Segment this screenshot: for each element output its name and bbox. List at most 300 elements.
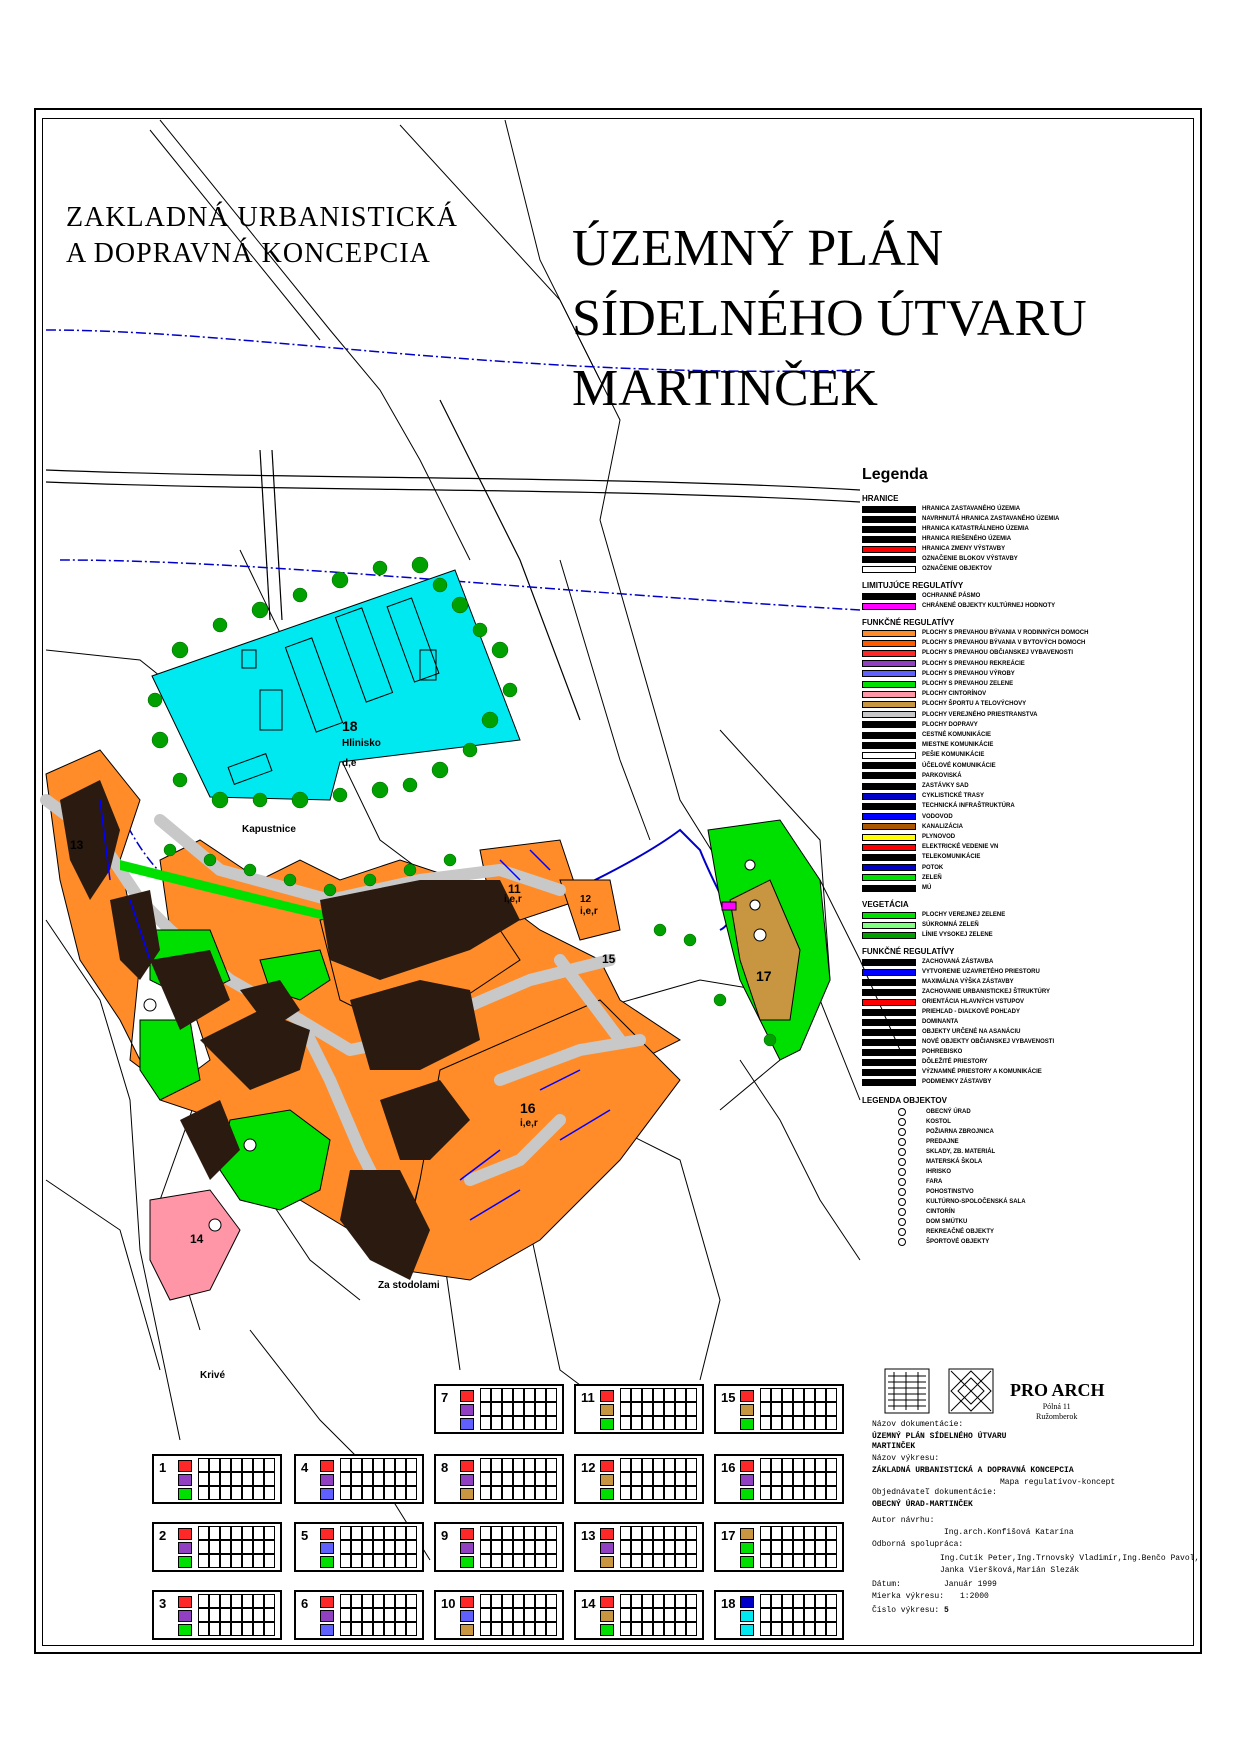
legend-row [862, 988, 1050, 996]
regulation-color-swatch [740, 1556, 754, 1568]
regulation-cell [793, 1608, 804, 1622]
regulation-cell [620, 1388, 631, 1402]
regulation-color-swatch [600, 1474, 614, 1486]
regulation-cell [209, 1486, 220, 1500]
regulation-table-18 [714, 1590, 844, 1640]
legend-label: HRANICA ZASTAVANÉHO ÚZEMIA [922, 506, 1021, 512]
regulation-cell [782, 1402, 793, 1416]
legend-object-row [898, 1237, 989, 1246]
regulation-cell [351, 1458, 362, 1472]
regulation-cell [502, 1472, 513, 1486]
legend-label: LÍNIE VYSOKEJ ZELENE [922, 932, 993, 939]
regulation-cell [198, 1554, 209, 1568]
regulation-cell [242, 1472, 253, 1486]
legend-label: PLOCHY S PREVAHOU OBČIANSKEJ VYBAVENOSTI [922, 650, 1074, 657]
regulation-color-swatch [320, 1610, 334, 1622]
regulation-cell [502, 1608, 513, 1622]
legend-swatch [862, 989, 916, 996]
regulation-cell [642, 1594, 653, 1608]
regulation-cell [760, 1540, 771, 1554]
document-name-line-1: ÚZEMNÝ PLÁN SÍDELNÉHO ÚTVARU [872, 1432, 1007, 1441]
legend-label: ÚČELOVÉ KOMUNIKÁCIE [922, 762, 996, 769]
legend-object-label: POŽIARNA ZBROJNICA [926, 1128, 994, 1135]
regulation-cell [631, 1594, 642, 1608]
drawing-name: ZÁKLADNÁ URBANISTICKÁ A DOPRAVNÁ KONCEPCIA [872, 1466, 1074, 1475]
regulation-cell [686, 1486, 697, 1500]
regulation-color-swatch [600, 1460, 614, 1472]
regulation-cell [546, 1554, 557, 1568]
regulation-cell [653, 1622, 664, 1636]
regulation-cell [253, 1472, 264, 1486]
regulation-color-swatch [178, 1488, 192, 1500]
legend-row [862, 751, 984, 759]
firm-address-line-2: Ružomberok [1036, 1412, 1078, 1421]
legend-title: Legenda [862, 466, 928, 483]
object-circle-icon [898, 1108, 906, 1116]
regulation-cell [513, 1416, 524, 1430]
legend-label: CHRÁNENÉ OBJEKTY KULTÚRNEJ HODNOTY [922, 603, 1056, 609]
regulation-cell [491, 1594, 502, 1608]
legend-swatch [862, 732, 916, 739]
regulation-cell [253, 1594, 264, 1608]
regulation-cell [771, 1472, 782, 1486]
legend-label: PLOCHY S PREVAHOU ZELENE [922, 681, 1014, 687]
legend-swatch [862, 681, 916, 688]
regulation-color-swatch [600, 1596, 614, 1608]
regulation-cell [384, 1458, 395, 1472]
legend-label: TELEKOMUNIKÁCIE [922, 854, 981, 861]
regulation-cell [231, 1472, 242, 1486]
legend-row [862, 1038, 1054, 1046]
scale-value: 1:2000 [960, 1592, 989, 1601]
zone-label-15: 15 [602, 952, 616, 966]
legend-swatch [862, 742, 916, 749]
regulation-cell [804, 1540, 815, 1554]
regulation-cell [242, 1622, 253, 1636]
regulation-cell [826, 1486, 837, 1500]
regulation-cell [406, 1594, 417, 1608]
regulation-table-number: 18 [721, 1596, 736, 1611]
regulation-cell [480, 1472, 491, 1486]
legend-object-row [898, 1147, 995, 1156]
zone-code-16: i,e,r [520, 1118, 538, 1129]
regulation-cell [642, 1388, 653, 1402]
legend-row [862, 649, 1073, 657]
regulation-cell [373, 1554, 384, 1568]
legend-swatch [862, 691, 916, 698]
regulation-cell [209, 1622, 220, 1636]
legend-swatch [862, 1079, 916, 1086]
regulation-cell [664, 1554, 675, 1568]
object-circle-icon [898, 1128, 906, 1136]
regulation-cell [535, 1402, 546, 1416]
legend-row [862, 978, 1014, 986]
regulation-cell [793, 1540, 804, 1554]
regulation-cell [253, 1486, 264, 1500]
regulation-cell [653, 1486, 664, 1500]
regulation-cell [209, 1540, 220, 1554]
regulation-color-swatch [460, 1542, 474, 1554]
regulation-cell [502, 1594, 513, 1608]
regulation-table-8 [434, 1454, 564, 1504]
label-date: Dátum: [872, 1580, 901, 1589]
regulation-cell [686, 1594, 697, 1608]
legend-swatch [862, 793, 916, 800]
regulation-cell [826, 1526, 837, 1540]
regulation-cell [502, 1458, 513, 1472]
regulation-grid [760, 1458, 840, 1500]
regulation-cell [231, 1458, 242, 1472]
regulation-cell [406, 1622, 417, 1636]
regulation-cell [480, 1458, 491, 1472]
legend-label: VYTVORENIE UZAVRETÉHO PRIESTORU [922, 969, 1040, 976]
legend-object-label: KULTÚRNO-SPOLOČENSKÁ SALA [926, 1198, 1026, 1205]
regulation-color-swatch [740, 1474, 754, 1486]
regulation-grid [198, 1458, 278, 1500]
legend-swatch [862, 922, 916, 929]
regulation-cell [760, 1622, 771, 1636]
regulation-color-swatch [320, 1474, 334, 1486]
regulation-cell [502, 1526, 513, 1540]
regulation-cell [771, 1608, 782, 1622]
regulation-cell [373, 1608, 384, 1622]
regulation-cell [535, 1458, 546, 1472]
regulation-cell [491, 1540, 502, 1554]
regulation-cell [373, 1594, 384, 1608]
regulation-table-15 [714, 1384, 844, 1434]
legend-swatch [862, 932, 916, 939]
legend-row [862, 639, 1085, 647]
label-scale: Mierka výkresu: [872, 1592, 945, 1601]
legend-row [862, 711, 1037, 719]
regulation-cell [535, 1526, 546, 1540]
regulation-cell [198, 1608, 209, 1622]
regulation-cell [373, 1622, 384, 1636]
object-circle-icon [898, 1188, 906, 1196]
regulation-cell [546, 1402, 557, 1416]
legend-swatch [862, 701, 916, 708]
legend-row [862, 823, 963, 831]
object-circle-icon [898, 1228, 906, 1236]
regulation-cell [642, 1402, 653, 1416]
regulation-table-number: 1 [159, 1460, 167, 1475]
regulation-cell [351, 1526, 362, 1540]
cultural-object-marker [722, 902, 736, 910]
regulation-cell [253, 1554, 264, 1568]
regulation-cell [373, 1540, 384, 1554]
legend-label: OCHRANNÉ PÁSMO [922, 593, 981, 599]
regulation-grid [480, 1458, 560, 1500]
regulation-cell [220, 1486, 231, 1500]
regulation-color-swatch [178, 1624, 192, 1636]
regulation-cell [804, 1458, 815, 1472]
regulation-cell [653, 1416, 664, 1430]
regulation-cell [675, 1388, 686, 1402]
collaborators-line-1: Ing.Cutík Peter,Ing.Trnovský Vladimír,Ing.Benčo Pavol, [940, 1554, 1200, 1563]
legend-row [862, 602, 1055, 610]
regulation-cell [351, 1486, 362, 1500]
regulation-cell [535, 1472, 546, 1486]
legend-label: ZASTÁVKY SAD [922, 783, 969, 789]
legend-row [862, 515, 1059, 523]
regulation-cell [546, 1594, 557, 1608]
legend-row [862, 741, 993, 749]
regulation-cell [804, 1402, 815, 1416]
regulation-cell [502, 1416, 513, 1430]
legend-section-objects: LEGENDA OBJEKTOV [862, 1096, 947, 1106]
regulation-color-swatch [320, 1460, 334, 1472]
zone-label-18: 18 [342, 718, 358, 734]
regulation-cell [535, 1486, 546, 1500]
legend-label: POTOK [922, 864, 944, 871]
regulation-cell [815, 1472, 826, 1486]
regulation-cell [631, 1554, 642, 1568]
regulation-cell [513, 1554, 524, 1568]
legend-label: PODMIENKY ZÁSTAVBY [922, 1079, 992, 1086]
regulation-color-swatch [178, 1460, 192, 1472]
legend-object-row [898, 1137, 959, 1146]
regulation-cell [664, 1486, 675, 1500]
regulation-grid [480, 1526, 560, 1568]
regulation-color-swatch [740, 1404, 754, 1416]
regulation-cell [264, 1486, 275, 1500]
regulation-cell [815, 1486, 826, 1500]
regulation-color-swatch [600, 1404, 614, 1416]
legend-object-row [898, 1207, 955, 1216]
regulation-cell [826, 1472, 837, 1486]
regulation-cell [760, 1486, 771, 1500]
regulation-table-4 [294, 1454, 424, 1504]
legend-object-row [898, 1167, 951, 1176]
regulation-cell [546, 1416, 557, 1430]
legend-label: PLOCHY S PREVAHOU VÝROBY [922, 670, 1015, 677]
regulation-cell [406, 1554, 417, 1568]
regulation-cell [782, 1486, 793, 1500]
regulation-cell [760, 1402, 771, 1416]
regulation-cell [771, 1554, 782, 1568]
regulation-table-9 [434, 1522, 564, 1572]
regulation-cell [253, 1458, 264, 1472]
subtitle-line-2: A DOPRAVNÁ KONCEPCIA [66, 238, 431, 269]
legend-label: KANALIZÁCIA [922, 823, 963, 830]
regulation-color-swatch [460, 1474, 474, 1486]
legend-object-label: DOM SMÚTKU [926, 1218, 968, 1225]
legend-object-label: CINTORÍN [926, 1208, 955, 1215]
regulation-cell [524, 1458, 535, 1472]
regulation-cell [242, 1554, 253, 1568]
regulation-cell [491, 1458, 502, 1472]
regulation-cell [395, 1472, 406, 1486]
regulation-cell [480, 1388, 491, 1402]
regulation-cell [686, 1458, 697, 1472]
legend-label: ELEKTRICKÉ VEDENIE VN [922, 844, 999, 851]
regulation-cell [804, 1388, 815, 1402]
regulation-cell [686, 1472, 697, 1486]
legend-row [862, 525, 1029, 533]
regulation-color-swatch [600, 1610, 614, 1622]
regulation-cell [675, 1402, 686, 1416]
regulation-cell [804, 1526, 815, 1540]
legend-label: CESTNÉ KOMUNIKÁCIE [922, 732, 992, 738]
legend-swatch [862, 516, 916, 523]
legend-row [862, 629, 1088, 637]
legend-row [862, 968, 1040, 976]
legend-row [862, 700, 1026, 708]
zone-code-11: i,e,r [504, 894, 522, 905]
legend-row [862, 762, 996, 770]
regulation-cell [406, 1472, 417, 1486]
regulation-cell [351, 1608, 362, 1622]
legend-label: MIESTNE KOMUNIKÁCIE [922, 742, 994, 749]
object-circle-icon [898, 1168, 906, 1176]
regulation-color-swatch [740, 1460, 754, 1472]
legend-object-row [898, 1227, 994, 1236]
regulation-cell [664, 1416, 675, 1430]
regulation-cell [395, 1594, 406, 1608]
firm-address [1036, 1402, 1077, 1422]
zone-label-17: 17 [756, 968, 772, 984]
regulation-color-swatch [460, 1528, 474, 1540]
regulation-cell [535, 1608, 546, 1622]
regulation-cell [384, 1554, 395, 1568]
regulation-cell [406, 1540, 417, 1554]
regulation-cell [491, 1416, 502, 1430]
regulation-cell [686, 1540, 697, 1554]
legend-row [862, 1048, 962, 1056]
regulation-color-swatch [460, 1596, 474, 1608]
regulation-cell [620, 1540, 631, 1554]
legend-object-label: KOSTOL [926, 1118, 951, 1125]
regulation-cell [242, 1526, 253, 1540]
regulation-table-number: 3 [159, 1596, 167, 1611]
regulation-color-swatch [320, 1556, 334, 1568]
regulation-cell [384, 1594, 395, 1608]
legend-swatch [862, 593, 916, 600]
regulation-color-swatch [320, 1596, 334, 1608]
legend-label: VODOVOD [922, 813, 953, 820]
regulation-table-13 [574, 1522, 704, 1572]
regulation-cell [264, 1472, 275, 1486]
place-label-krive: Krivé [200, 1370, 226, 1381]
legend-row [862, 843, 998, 851]
drawing-subname: Mapa regulatívov-koncept [1000, 1478, 1116, 1487]
legend-object-label: MATERSKÁ ŠKOLA [926, 1158, 983, 1165]
legend-row [862, 505, 1020, 513]
regulation-cell [815, 1402, 826, 1416]
regulation-cell [513, 1540, 524, 1554]
regulation-cell [686, 1402, 697, 1416]
regulation-cell [653, 1540, 664, 1554]
regulation-cell [815, 1594, 826, 1608]
legend-object-label: IHRISKO [926, 1168, 952, 1175]
legend-label: TECHNICKÁ INFRAŠTRUKTÚRA [922, 803, 1015, 810]
regulation-cell [782, 1554, 793, 1568]
regulation-cell [782, 1416, 793, 1430]
regulation-cell [826, 1402, 837, 1416]
legend-label: PLOCHY VEREJNÉHO PRIESTRANSTVA [922, 711, 1038, 718]
regulation-cell [231, 1594, 242, 1608]
regulation-cell [642, 1554, 653, 1568]
regulation-cell [351, 1472, 362, 1486]
legend-row [862, 680, 1013, 688]
regulation-cell [480, 1622, 491, 1636]
legend-section-greenery: VEGETÁCIA [862, 900, 909, 910]
regulation-cell [231, 1526, 242, 1540]
regulation-cell [771, 1402, 782, 1416]
regulation-color-swatch [320, 1624, 334, 1636]
legend-row [862, 670, 1015, 678]
regulation-cell [264, 1594, 275, 1608]
legend-swatch [862, 813, 916, 820]
regulation-cell [524, 1402, 535, 1416]
object-circle-icon [898, 1138, 906, 1146]
regulation-cell [675, 1554, 686, 1568]
regulation-cell [771, 1486, 782, 1500]
regulation-color-swatch [178, 1542, 192, 1554]
regulation-cell [242, 1608, 253, 1622]
regulation-color-swatch [740, 1596, 754, 1608]
regulation-cell [815, 1622, 826, 1636]
regulation-table-number: 4 [301, 1460, 309, 1475]
regulation-cell [384, 1608, 395, 1622]
regulation-grid [340, 1526, 420, 1568]
regulation-cell [620, 1622, 631, 1636]
regulation-grid [620, 1458, 700, 1500]
regulation-cell [760, 1554, 771, 1568]
regulation-cell [793, 1388, 804, 1402]
legend-object-row [898, 1157, 982, 1166]
legend-section-limits: HRANICE [862, 494, 899, 503]
regulation-grid [198, 1526, 278, 1568]
legend-swatch [862, 1069, 916, 1076]
place-label-hlinisko: Hlinisko [342, 738, 381, 749]
regulation-cell [631, 1608, 642, 1622]
legend-object-row [898, 1217, 967, 1226]
legend-object-label: OBECNÝ ÚRAD [926, 1108, 971, 1115]
regulation-cell [480, 1608, 491, 1622]
regulation-cell [653, 1554, 664, 1568]
regulation-cell [242, 1458, 253, 1472]
regulation-color-swatch [740, 1624, 754, 1636]
legend-row [862, 1018, 958, 1026]
firm-name: PRO ARCH [1010, 1380, 1105, 1400]
legend-label: PLYNOVOD [922, 834, 956, 840]
regulation-cell [491, 1554, 502, 1568]
legend-swatch [862, 969, 916, 976]
object-circle-icon [898, 1198, 906, 1206]
legend-swatch [862, 874, 916, 881]
regulation-cell [198, 1458, 209, 1472]
firm-logo-2 [948, 1368, 994, 1414]
regulation-cell [631, 1402, 642, 1416]
regulation-color-swatch [600, 1390, 614, 1402]
regulation-table-3 [152, 1590, 282, 1640]
regulation-cell [815, 1526, 826, 1540]
legend-row [862, 772, 962, 780]
legend-row [862, 660, 1025, 668]
regulation-table-5 [294, 1522, 424, 1572]
regulation-cell [524, 1540, 535, 1554]
regulation-cell [513, 1388, 524, 1402]
regulation-cell [631, 1458, 642, 1472]
regulation-cell [209, 1554, 220, 1568]
firm-address-line-1: Pólná 11 [1042, 1402, 1071, 1411]
regulation-cell [675, 1486, 686, 1500]
regulation-cell [253, 1540, 264, 1554]
regulation-cell [546, 1472, 557, 1486]
regulation-cell [373, 1526, 384, 1540]
regulation-cell [340, 1486, 351, 1500]
